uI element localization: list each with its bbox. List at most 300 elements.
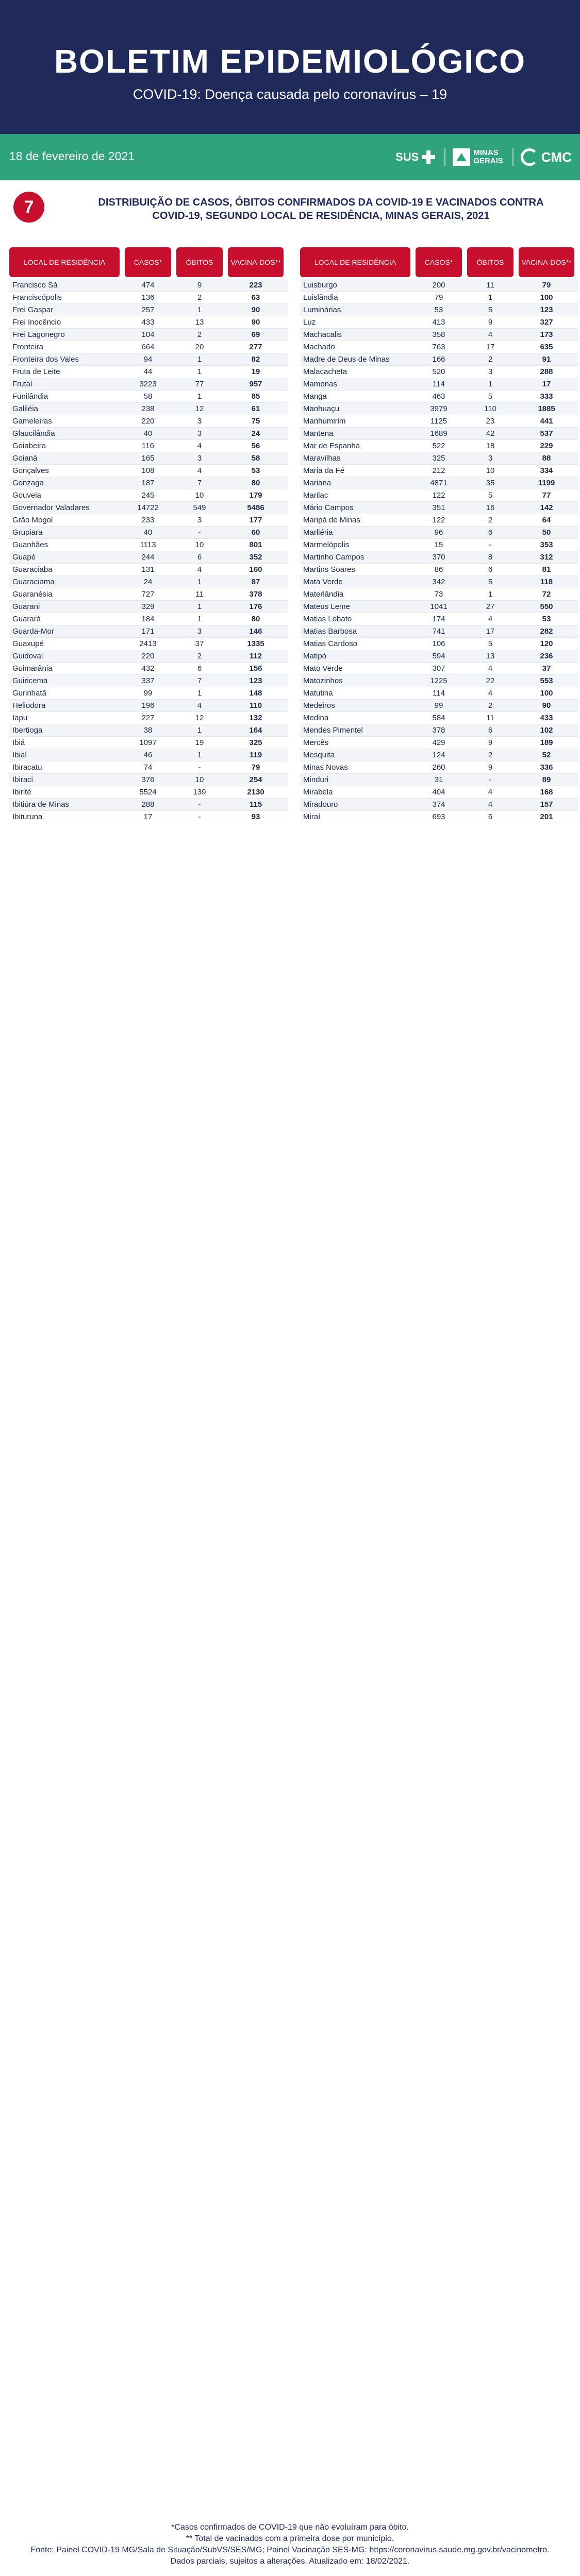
deaths-value: 110 (484, 404, 496, 413)
table-row (9, 489, 288, 502)
table-row (300, 687, 578, 700)
deaths-value: 6 (488, 528, 493, 537)
vaccinated-value: 223 (249, 281, 262, 290)
vaccinated-value: 148 (249, 689, 262, 698)
deaths-value: 5 (488, 392, 493, 401)
vaccinated-value: 173 (540, 330, 553, 339)
cases-value: 40 (143, 528, 153, 537)
cases-value: 351 (432, 503, 445, 512)
municipality-name: Fronteira (12, 343, 44, 351)
cases-value: 58 (143, 392, 153, 401)
municipality-name: Galiléia (12, 404, 39, 413)
table-row (9, 292, 288, 304)
cases-value: 46 (143, 751, 153, 759)
vaccinated-value: 119 (249, 751, 262, 759)
cases-value: 174 (432, 615, 445, 623)
cases-value: 106 (432, 639, 445, 648)
vaccinated-value: 53 (542, 615, 551, 623)
vaccinated-value: 123 (249, 676, 262, 685)
table-row (300, 564, 578, 576)
section-heading: DISTRIBUIÇÃO DE CASOS, ÓBITOS CONFIRMADOS DA COVID-19 E VACINADOS CONTRA COVID-19, SEGUNDO LOCAL DE RESIDÊNCIA, MINAS GERAIS, 2021 (98, 197, 544, 222)
municipality-name: Luminárias (303, 306, 341, 314)
vaccinated-value: 164 (249, 726, 262, 735)
health-cross-icon (422, 150, 435, 164)
vaccinated-value: 336 (540, 763, 553, 772)
mg-label-line2: GERAIS (473, 157, 503, 165)
table-row (9, 737, 288, 749)
vaccinated-value: 229 (540, 442, 553, 450)
table-row (300, 403, 578, 415)
deaths-value: 6 (488, 565, 493, 574)
cases-value: 257 (141, 306, 155, 314)
municipality-name: Gameleiras (12, 417, 52, 426)
cases-value: 2413 (139, 639, 157, 648)
municipality-name: Iapu (12, 714, 28, 722)
municipality-name: Guaraciaba (12, 565, 53, 574)
deaths-value: 5 (488, 639, 493, 648)
municipality-name: Frei Gaspar (12, 306, 54, 314)
municipality-name: Mato Verde (303, 664, 343, 673)
table-row (300, 700, 578, 712)
table-row (300, 341, 578, 353)
cases-value: 171 (141, 627, 155, 636)
vaccinated-value: 160 (249, 565, 262, 574)
deaths-value: 12 (195, 714, 204, 722)
cases-value: 741 (432, 627, 445, 636)
municipality-name: Franciscópolis (12, 293, 62, 302)
vaccinated-value: 120 (540, 639, 553, 648)
municipality-name: Ibiracatu (12, 763, 42, 772)
table-row (300, 539, 578, 551)
municipality-name: Mirabela (303, 788, 333, 796)
municipality-name: Grão Mogol (12, 516, 53, 524)
table-row (300, 761, 578, 774)
vaccinated-value: 80 (251, 479, 260, 487)
cases-value: 79 (434, 293, 443, 302)
table-row (300, 329, 578, 341)
deaths-value: 6 (197, 664, 202, 673)
deaths-value: 3 (488, 454, 493, 463)
cases-value: 307 (432, 664, 445, 673)
deaths-value: 20 (195, 343, 204, 351)
municipality-name: Matias Cardoso (303, 639, 358, 648)
table-row (9, 477, 288, 489)
vaccinated-value: 537 (540, 429, 553, 438)
municipality-name: Manga (303, 392, 327, 401)
cmc-ring-icon (521, 148, 538, 166)
table-row (300, 799, 578, 811)
cases-value: 413 (432, 318, 445, 327)
deaths-value: 1 (197, 726, 202, 735)
cmc-label: CMC (541, 149, 572, 165)
cases-value: 38 (143, 726, 153, 735)
municipality-name: Guidoval (12, 652, 43, 660)
cases-value: 260 (432, 763, 445, 772)
cases-value: 594 (432, 652, 445, 660)
cases-value: 520 (432, 367, 445, 376)
cases-value: 184 (141, 615, 155, 623)
municipality-name: Guanhães (12, 540, 48, 549)
deaths-value: 4 (197, 565, 202, 574)
vaccinated-value: 441 (540, 417, 553, 426)
deaths-value: 2 (488, 751, 493, 759)
vaccinated-value: 1335 (247, 639, 264, 648)
vaccinated-value: 110 (249, 701, 262, 710)
table-row (9, 341, 288, 353)
table-row (300, 502, 578, 514)
deaths-value: 7 (197, 479, 202, 487)
municipality-name: Mercês (303, 738, 329, 747)
vaccinated-value: 433 (540, 714, 553, 722)
table-row (9, 625, 288, 638)
cases-value: 15 (434, 540, 443, 549)
cases-value: 584 (432, 714, 445, 722)
vaccinated-value: 2130 (247, 788, 264, 796)
table-row (9, 687, 288, 700)
table-row (300, 650, 578, 663)
deaths-value: 10 (486, 466, 495, 475)
deaths-value: 19 (195, 738, 204, 747)
header (0, 0, 580, 134)
deaths-value: 13 (195, 318, 204, 327)
vaccinated-value: 87 (251, 578, 260, 586)
cases-value: 73 (434, 590, 443, 599)
cases-value: 463 (432, 392, 445, 401)
vaccinated-value: 179 (249, 491, 262, 500)
deaths-value: 16 (486, 503, 495, 512)
table-row (300, 576, 578, 588)
deaths-value: - (489, 775, 492, 784)
sus-logo (395, 150, 435, 164)
vaccinated-value: 168 (540, 788, 553, 796)
table-row (300, 712, 578, 724)
page-subtitle: COVID-19: Doença causada pelo coronavírus – 19 (132, 87, 448, 102)
col-local: LOCAL DE RESIDÊNCIA (300, 247, 410, 277)
deaths-value: 2 (197, 652, 202, 660)
cases-value: 86 (434, 565, 443, 574)
cases-value: 3979 (430, 404, 448, 413)
cases-value: 227 (141, 714, 155, 722)
section-heading-block (0, 180, 580, 237)
municipality-name: Francisco Sá (12, 281, 58, 290)
table-row (300, 613, 578, 625)
table-row (300, 514, 578, 527)
cases-value: 17 (143, 812, 153, 821)
vaccinated-value: 378 (249, 590, 262, 599)
vaccinated-value: 72 (542, 590, 551, 599)
table-row (9, 279, 288, 292)
deaths-value: 2 (197, 330, 202, 339)
deaths-value: 5 (488, 306, 493, 314)
cases-value: 342 (432, 578, 445, 586)
municipality-name: Governador Valadares (12, 503, 90, 512)
table-row (300, 415, 578, 428)
vaccinated-value: 288 (540, 367, 553, 376)
vaccinated-value: 37 (542, 664, 551, 673)
deaths-value: 10 (195, 540, 204, 549)
municipality-name: Goiabeira (12, 442, 46, 450)
table-row (9, 564, 288, 576)
vaccinated-value: 5486 (247, 503, 264, 512)
table-row (300, 452, 578, 465)
table-right (300, 247, 578, 823)
municipality-name: Medeiros (303, 701, 335, 710)
table-header-right (300, 247, 578, 277)
municipality-name: Guaraciama (12, 578, 55, 586)
vaccinated-value: 327 (540, 318, 553, 327)
deaths-value: 4 (488, 689, 493, 698)
municipality-name: Gonçalves (12, 466, 49, 475)
table-row (9, 391, 288, 403)
cases-value: 44 (143, 367, 153, 376)
table-row (300, 477, 578, 489)
cases-value: 74 (143, 763, 153, 772)
vaccinated-value: 635 (540, 343, 553, 351)
municipality-name: Maravilhas (303, 454, 341, 463)
deaths-value: 2 (197, 293, 202, 302)
municipality-name: Mário Campos (303, 503, 354, 512)
vaccinated-value: 277 (249, 343, 262, 351)
deaths-value: 35 (486, 479, 495, 487)
date-band (0, 134, 580, 180)
municipality-name: Martinho Campos (303, 553, 364, 562)
municipality-name: Ibertioga (12, 726, 43, 735)
minas-gerais-logo (444, 148, 503, 166)
table-row (300, 465, 578, 477)
cases-value: 114 (433, 380, 445, 388)
deaths-value: 6 (488, 726, 493, 735)
deaths-value: - (198, 800, 201, 809)
municipality-name: Marilac (303, 491, 328, 500)
table-row (300, 428, 578, 440)
table-row (300, 279, 578, 292)
table-row (300, 601, 578, 613)
municipality-name: Matias Barbosa (303, 627, 357, 636)
cases-value: 99 (143, 689, 153, 698)
table-row (9, 638, 288, 650)
municipality-name: Medina (303, 714, 329, 722)
table-row (9, 761, 288, 774)
vaccinated-value: 19 (251, 367, 260, 376)
table-row (9, 712, 288, 724)
footnote-vacinados: ** Total de vacinados com a primeira dose por município. (186, 2534, 394, 2543)
table-row (9, 415, 288, 428)
deaths-value: 12 (195, 404, 204, 413)
municipality-name: Madre de Deus de Minas (303, 355, 390, 364)
vaccinated-value: 177 (249, 516, 262, 524)
vaccinated-value: 312 (540, 553, 553, 562)
vaccinated-value: 156 (249, 664, 262, 673)
municipality-name: Fruta de Leite (12, 367, 60, 376)
municipality-name: Frutal (12, 380, 32, 388)
cases-value: 1125 (430, 417, 448, 426)
cases-value: 727 (141, 590, 155, 599)
vaccinated-value: 157 (540, 800, 553, 809)
cases-value: 233 (141, 516, 155, 524)
vaccinated-value: 957 (249, 380, 262, 388)
cases-value: 325 (432, 454, 445, 463)
municipality-name: Gonzaga (12, 479, 44, 487)
cases-value: 4871 (430, 479, 448, 487)
vaccinated-value: 93 (251, 812, 260, 821)
cases-value: 212 (432, 466, 445, 475)
cmc-logo (512, 148, 572, 166)
cases-value: 3223 (139, 380, 157, 388)
deaths-value: 11 (195, 590, 204, 599)
deaths-value: 3 (197, 429, 202, 438)
cases-value: 187 (141, 479, 155, 487)
deaths-value: 3 (197, 627, 202, 636)
municipality-name: Ibiá (12, 738, 25, 747)
municipality-name: Guarani (12, 602, 40, 611)
cases-value: 763 (432, 343, 445, 351)
municipality-name: Frei Lagonegro (12, 330, 65, 339)
municipality-name: Mateus Leme (303, 602, 350, 611)
table-row (9, 378, 288, 391)
cases-value: 474 (141, 281, 155, 290)
page-title: BOLETIM EPIDEMIOLÓGICO (54, 43, 526, 80)
cases-value: 245 (141, 491, 155, 500)
deaths-value: 5 (488, 578, 493, 586)
municipality-name: Mata Verde (303, 578, 343, 586)
table-row (300, 638, 578, 650)
deaths-value: 9 (488, 763, 493, 772)
table-row (9, 576, 288, 588)
cases-value: 40 (143, 429, 153, 438)
municipality-name: Guarará (12, 615, 41, 623)
deaths-value: 10 (195, 775, 204, 784)
deaths-value: 18 (486, 442, 495, 450)
cases-value: 108 (141, 466, 155, 475)
deaths-value: 22 (486, 676, 495, 685)
vaccinated-value: 24 (251, 429, 260, 438)
table-row (9, 539, 288, 551)
table-row (300, 304, 578, 316)
municipality-name: Marliéria (303, 528, 333, 537)
logo-group (395, 141, 572, 173)
municipality-name: Frei Inocêncio (12, 318, 61, 327)
municipality-name: Guarda-Mor (12, 627, 54, 636)
municipality-name: Miradouro (303, 800, 338, 809)
municipality-name: Ibiraci (12, 775, 34, 784)
cases-value: 122 (432, 491, 445, 500)
municipality-name: Minas Novas (303, 763, 348, 772)
cases-value: 329 (141, 602, 155, 611)
table-row (9, 304, 288, 316)
vaccinated-value: 79 (542, 281, 551, 290)
deaths-value: 27 (486, 602, 495, 611)
table-row (9, 663, 288, 675)
vaccinated-value: 334 (540, 466, 553, 475)
table-row (9, 650, 288, 663)
municipality-name: Goianá (12, 454, 38, 463)
vaccinated-value: 236 (540, 652, 553, 660)
cases-value: 358 (432, 330, 445, 339)
table-row (300, 724, 578, 737)
table-row (9, 749, 288, 761)
deaths-value: 11 (486, 714, 494, 722)
deaths-value: 1 (197, 615, 202, 623)
vaccinated-value: 75 (251, 417, 260, 426)
vaccinated-value: 77 (542, 491, 551, 500)
cases-value: 99 (434, 701, 443, 710)
cases-value: 1097 (139, 738, 157, 747)
vaccinated-value: 82 (251, 355, 260, 364)
cases-value: 693 (432, 812, 445, 821)
deaths-value: - (198, 763, 201, 772)
deaths-value: 4 (488, 664, 493, 673)
cases-value: 370 (432, 553, 445, 562)
col-vacinados: VACINA-DOS** (228, 247, 284, 277)
table-row (9, 601, 288, 613)
cases-value: 376 (141, 775, 155, 784)
vaccinated-value: 89 (542, 775, 551, 784)
table-row (9, 440, 288, 452)
sus-label: SUS (395, 150, 419, 163)
deaths-value: - (198, 528, 201, 537)
deaths-value: 1 (197, 392, 202, 401)
deaths-value: 10 (195, 491, 204, 500)
table-row (9, 527, 288, 539)
vaccinated-value: 201 (540, 812, 553, 821)
cases-value: 165 (141, 454, 155, 463)
municipality-name: Heliodora (12, 701, 46, 710)
cases-value: 244 (141, 553, 155, 562)
table-row (300, 316, 578, 329)
vaccinated-value: 118 (540, 578, 553, 586)
cases-value: 432 (141, 664, 155, 673)
cases-value: 374 (432, 800, 445, 809)
municipality-name: Marmelópolis (303, 540, 350, 549)
deaths-value: 6 (488, 812, 493, 821)
deaths-value: 4 (197, 701, 202, 710)
municipality-name: Funilândia (12, 392, 48, 401)
vaccinated-value: 53 (251, 466, 260, 475)
table-row (9, 700, 288, 712)
col-casos: CASOS* (125, 247, 171, 277)
deaths-value: 2 (488, 516, 493, 524)
municipality-name: Mantena (303, 429, 334, 438)
municipality-name: Ibitiúra de Minas (12, 800, 70, 809)
table-row (300, 378, 578, 391)
vaccinated-value: 123 (540, 306, 553, 314)
table-row (300, 489, 578, 502)
deaths-value: 1 (197, 578, 202, 586)
table-row (9, 452, 288, 465)
deaths-value: 4 (488, 788, 493, 796)
municipality-name: Maria da Fé (303, 466, 345, 475)
table-header-left (9, 247, 288, 277)
cases-value: 220 (141, 652, 155, 660)
deaths-value: 11 (486, 281, 494, 290)
vaccinated-value: 85 (251, 392, 260, 401)
deaths-value: 1 (197, 306, 202, 314)
municipality-name: Maripá de Minas (303, 516, 360, 524)
deaths-value: 1 (197, 751, 202, 759)
municipality-name: Matias Lobato (303, 615, 352, 623)
municipality-name: Manhuaçu (303, 404, 340, 413)
footnotes (21, 2522, 559, 2567)
vaccinated-value: 63 (251, 293, 260, 302)
cases-value: 166 (432, 355, 445, 364)
vaccinated-value: 100 (540, 689, 553, 698)
vaccinated-value: 112 (249, 652, 262, 660)
table-row (9, 786, 288, 799)
municipality-name: Ibiaí (12, 751, 27, 759)
vaccinated-value: 353 (540, 540, 553, 549)
cases-value: 337 (141, 676, 155, 685)
deaths-value: 42 (486, 429, 495, 438)
